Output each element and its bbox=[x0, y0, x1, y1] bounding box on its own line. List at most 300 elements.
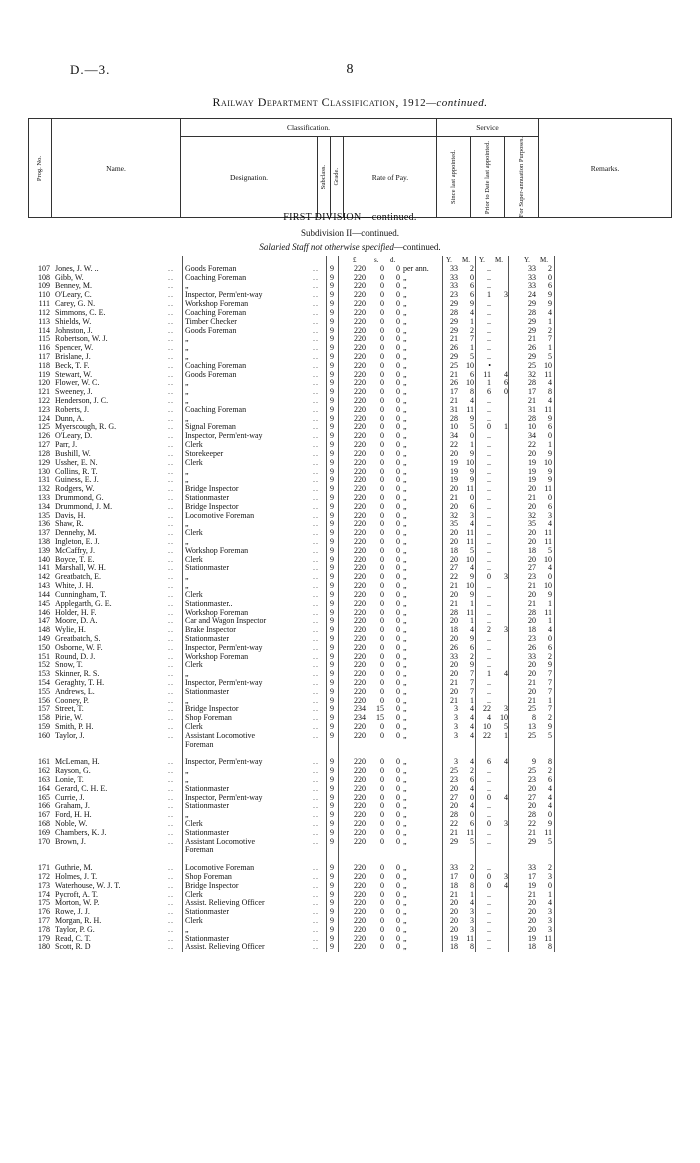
subclass-cell: 9 bbox=[330, 369, 334, 379]
rate-shillings-cell: 0 bbox=[380, 801, 384, 811]
since-last-years-cell: 20 bbox=[450, 924, 458, 934]
super-years-cell: 32 bbox=[528, 369, 536, 379]
rate-pence-cell: 0 bbox=[396, 774, 400, 784]
subclass-cell: 9 bbox=[330, 819, 334, 828]
name-cell: Greatbatch, S. bbox=[55, 634, 101, 643]
rate-pence-cell: 0 bbox=[396, 290, 400, 300]
rate-period-cell: „ bbox=[403, 730, 407, 740]
name-cell: Geraghty, T. H. bbox=[55, 679, 105, 687]
name-cell: Sweeney, J. bbox=[55, 388, 93, 397]
prior-years-cell: .. bbox=[487, 695, 491, 705]
rate-pence-cell: 0 bbox=[396, 457, 400, 467]
subclass-cell: 9 bbox=[330, 307, 334, 317]
prior-years-cell: .. bbox=[487, 616, 491, 626]
super-years-cell: 17 bbox=[528, 387, 536, 397]
rate-shillings-cell: 0 bbox=[380, 387, 384, 397]
since-last-months-cell: 11 bbox=[466, 484, 474, 494]
prior-years-cell: .. bbox=[487, 589, 491, 599]
rate-shillings-cell: 0 bbox=[380, 492, 384, 502]
table-row bbox=[28, 679, 672, 688]
since-last-years-cell: 20 bbox=[450, 448, 458, 458]
leader-dots: .. bbox=[313, 942, 319, 952]
rate-shillings-cell: 0 bbox=[380, 351, 384, 361]
since-last-years-cell: 31 bbox=[450, 404, 458, 414]
prog-no-cell: 107 bbox=[38, 263, 50, 273]
name-cell: Beck, T. F. bbox=[55, 361, 90, 370]
since-last-months-cell: 9 bbox=[470, 475, 474, 485]
rate-pounds-cell: 220 bbox=[354, 766, 366, 776]
rate-pounds-cell: 220 bbox=[354, 889, 366, 899]
rate-pounds-cell: 220 bbox=[354, 572, 366, 582]
prog-no-cell: 126 bbox=[38, 431, 50, 441]
prog-no-cell: 134 bbox=[38, 501, 50, 511]
subclass-cell: 9 bbox=[330, 510, 334, 520]
prog-no-cell: 179 bbox=[38, 933, 50, 943]
since-last-months-cell: 11 bbox=[466, 404, 474, 414]
rate-shillings-cell: 0 bbox=[380, 299, 384, 309]
since-last-months-cell: 4 bbox=[470, 898, 474, 908]
rate-period-cell: „ bbox=[403, 528, 407, 538]
since-last-months-cell: 4 bbox=[470, 730, 474, 740]
since-last-months-cell: 6 bbox=[470, 774, 474, 784]
rate-pounds-cell: 220 bbox=[354, 457, 366, 467]
leader-dots: .. bbox=[168, 413, 174, 423]
rate-pounds-cell: 220 bbox=[354, 369, 366, 379]
prior-years-cell: .. bbox=[487, 537, 491, 546]
leader-dots: .. bbox=[168, 783, 174, 793]
prior-years-cell: 1 bbox=[487, 290, 491, 300]
rate-pounds-cell: 220 bbox=[354, 907, 366, 917]
rate-period-cell: „ bbox=[403, 457, 407, 467]
rate-pounds-cell: 220 bbox=[354, 492, 366, 502]
designation-cell: Assist. Relieving Officer bbox=[185, 899, 265, 908]
table-row bbox=[28, 820, 672, 829]
super-years-cell: 21 bbox=[528, 889, 536, 899]
rate-pence-cell: 0 bbox=[396, 334, 400, 344]
table-row bbox=[28, 423, 672, 432]
since-last-months-cell: 3 bbox=[470, 510, 474, 520]
super-months-cell: 9 bbox=[548, 660, 552, 670]
since-last-months-cell: 6 bbox=[470, 281, 474, 291]
leader-dots: .. bbox=[168, 484, 174, 494]
leader-dots: .. bbox=[168, 457, 174, 467]
super-months-cell: 1 bbox=[548, 889, 552, 899]
rate-period-cell: „ bbox=[403, 933, 407, 943]
designation-cell: Stationmaster bbox=[185, 687, 229, 696]
name-cell: Applegarth, G. E. bbox=[55, 599, 112, 608]
subclass-cell: 9 bbox=[330, 607, 334, 617]
designation-cell: Bridge Inspector bbox=[185, 502, 239, 511]
designation-cell: „ bbox=[185, 696, 189, 705]
since-last-months-cell: 11 bbox=[466, 528, 474, 538]
rate-pence-cell: 0 bbox=[396, 713, 400, 723]
designation-cell: Workshop Foreman bbox=[185, 300, 249, 309]
super-months-cell: 4 bbox=[548, 792, 552, 802]
prior-years-cell: .. bbox=[487, 316, 491, 326]
prior-years-cell: .. bbox=[487, 642, 491, 652]
rate-pounds-cell: 220 bbox=[354, 722, 366, 732]
prior-months-cell: 3 bbox=[504, 625, 508, 635]
table-row bbox=[28, 758, 672, 767]
prior-months-cell: 0 bbox=[504, 387, 508, 397]
super-months-cell: 0 bbox=[548, 633, 552, 643]
table-row bbox=[28, 600, 672, 609]
since-last-years-cell: 22 bbox=[450, 572, 458, 582]
subclass-cell: 9 bbox=[330, 519, 334, 529]
rate-shillings-cell: 0 bbox=[380, 686, 384, 696]
designation-cell: Bridge Inspector bbox=[185, 485, 239, 494]
since-last-years-cell: 20 bbox=[450, 660, 458, 670]
since-last-years-cell: 19 bbox=[450, 475, 458, 485]
table-row bbox=[28, 670, 672, 679]
table-row bbox=[28, 371, 672, 380]
rate-pounds-cell: 220 bbox=[354, 581, 366, 591]
subclass-cell: 9 bbox=[330, 827, 334, 837]
rate-pence-cell: 0 bbox=[396, 325, 400, 335]
prior-years-cell: .. bbox=[487, 836, 491, 846]
name-cell: Shaw, R. bbox=[55, 520, 84, 529]
rate-shillings-cell: 0 bbox=[380, 642, 384, 652]
name-cell: Holmes, J. T. bbox=[55, 872, 98, 881]
super-months-cell: 6 bbox=[548, 501, 552, 511]
since-last-years-cell: 20 bbox=[450, 501, 458, 511]
prog-no-cell: 163 bbox=[38, 774, 50, 784]
name-cell: Robertson, W. J. bbox=[55, 335, 108, 344]
rate-pence-cell: 0 bbox=[396, 810, 400, 820]
rate-period-cell: „ bbox=[403, 378, 407, 388]
leader-dots: .. bbox=[168, 880, 174, 890]
subclass-cell: 9 bbox=[330, 422, 334, 432]
rate-pounds-cell: 220 bbox=[354, 651, 366, 661]
table-row bbox=[28, 556, 672, 565]
rate-period-cell: „ bbox=[403, 660, 407, 670]
prior-years-cell: • bbox=[488, 360, 491, 370]
rate-pounds-cell: 220 bbox=[354, 695, 366, 705]
super-years-cell: 13 bbox=[528, 722, 536, 732]
leader-dots: .. bbox=[313, 669, 319, 679]
rate-period-cell: „ bbox=[403, 431, 407, 441]
since-last-years-cell: 28 bbox=[450, 413, 458, 423]
document-reference: D.—3. bbox=[70, 62, 111, 77]
unit-pence: d. bbox=[390, 256, 396, 264]
designation-cell: Clerk bbox=[185, 890, 203, 899]
prog-no-cell: 111 bbox=[38, 299, 50, 309]
table-row bbox=[28, 776, 672, 785]
leader-dots: .. bbox=[313, 898, 319, 908]
since-last-years-cell: 29 bbox=[450, 325, 458, 335]
name-cell: Carey, G. N. bbox=[55, 300, 96, 309]
leader-dots: .. bbox=[313, 695, 319, 705]
name-cell: Andrews, L. bbox=[55, 687, 95, 696]
rate-shillings-cell: 0 bbox=[380, 413, 384, 423]
since-last-years-cell: 28 bbox=[450, 307, 458, 317]
table-row bbox=[28, 432, 672, 441]
since-last-years-cell: 21 bbox=[450, 581, 458, 591]
rate-pounds-cell: 220 bbox=[354, 819, 366, 828]
leader-dots: .. bbox=[313, 307, 319, 317]
prior-years-cell: .. bbox=[487, 554, 491, 564]
prog-no-cell: 147 bbox=[38, 616, 50, 626]
leader-dots: .. bbox=[313, 651, 319, 661]
designation-cell: Bridge Inspector bbox=[185, 881, 239, 890]
rate-pence-cell: 0 bbox=[396, 607, 400, 617]
super-months-cell: 8 bbox=[548, 757, 552, 767]
super-months-cell: 5 bbox=[548, 545, 552, 555]
table-row bbox=[28, 732, 672, 741]
super-years-cell: 28 bbox=[528, 413, 536, 423]
prog-no-cell: 139 bbox=[38, 545, 50, 555]
prog-no-cell: 152 bbox=[38, 660, 50, 670]
unit-months: M. bbox=[540, 256, 548, 264]
leader-dots: .. bbox=[168, 598, 174, 608]
prior-years-cell: 0 bbox=[487, 792, 491, 802]
prog-no-cell: 161 bbox=[38, 757, 50, 767]
leader-dots: .. bbox=[313, 299, 319, 309]
since-last-months-cell: 6 bbox=[470, 290, 474, 300]
designation-cell: „ bbox=[185, 352, 189, 361]
subclass-cell: 9 bbox=[330, 404, 334, 414]
subclass-cell: 9 bbox=[330, 272, 334, 282]
since-last-years-cell: 26 bbox=[450, 378, 458, 388]
leader-dots: .. bbox=[168, 422, 174, 432]
subclass-cell: 9 bbox=[330, 545, 334, 555]
rate-pence-cell: 0 bbox=[396, 651, 400, 661]
designation-cell: Clerk bbox=[185, 458, 203, 467]
since-last-years-cell: 33 bbox=[450, 263, 458, 273]
rate-period-cell: „ bbox=[403, 722, 407, 732]
since-last-months-cell: 11 bbox=[466, 827, 474, 837]
rate-shillings-cell: 0 bbox=[380, 281, 384, 291]
subclass-cell: 9 bbox=[330, 563, 334, 573]
rate-pounds-cell: 220 bbox=[354, 827, 366, 837]
leader-dots: .. bbox=[168, 360, 174, 370]
super-months-cell: 1 bbox=[548, 616, 552, 626]
leader-dots: .. bbox=[313, 334, 319, 344]
super-months-cell: 11 bbox=[544, 933, 552, 943]
rate-period-cell: „ bbox=[403, 792, 407, 802]
super-years-cell: 35 bbox=[528, 519, 536, 529]
prog-no-cell: 110 bbox=[38, 290, 50, 300]
subclass-cell: 9 bbox=[330, 942, 334, 952]
since-last-months-cell: 4 bbox=[470, 519, 474, 529]
rate-pence-cell: 0 bbox=[396, 730, 400, 740]
leader-dots: .. bbox=[313, 598, 319, 608]
designation-cell: Goods Foreman bbox=[185, 370, 237, 379]
prior-years-cell: .. bbox=[487, 351, 491, 361]
since-last-years-cell: 28 bbox=[450, 607, 458, 617]
prior-months-cell: 4 bbox=[504, 669, 508, 679]
prior-months-cell: 4 bbox=[504, 880, 508, 890]
leader-dots: .. bbox=[168, 325, 174, 335]
rate-pounds-cell: 220 bbox=[354, 387, 366, 397]
table-row bbox=[28, 459, 672, 468]
leader-dots: .. bbox=[168, 678, 174, 687]
since-last-months-cell: 9 bbox=[470, 633, 474, 643]
leader-dots: .. bbox=[313, 819, 319, 828]
rate-pounds-cell: 220 bbox=[354, 757, 366, 767]
table-row bbox=[28, 291, 672, 300]
table-row bbox=[28, 274, 672, 283]
since-last-months-cell: 10 bbox=[466, 378, 474, 388]
super-years-cell: 9 bbox=[532, 757, 536, 767]
leader-dots: .. bbox=[168, 669, 174, 679]
rate-shillings-cell: 0 bbox=[380, 695, 384, 705]
designation-cell: Brake Inspector bbox=[185, 626, 236, 635]
designation-cell: Clerk bbox=[185, 661, 203, 670]
leader-dots: .. bbox=[313, 457, 319, 467]
prior-years-cell: .. bbox=[487, 457, 491, 467]
prior-years-cell: .. bbox=[487, 431, 491, 441]
rate-pounds-cell: 220 bbox=[354, 898, 366, 908]
rate-period-cell: „ bbox=[403, 907, 407, 917]
rate-period-cell: „ bbox=[403, 704, 407, 714]
subclass-cell: 9 bbox=[330, 633, 334, 643]
since-last-months-cell: 10 bbox=[466, 581, 474, 591]
leader-dots: .. bbox=[313, 810, 319, 820]
name-cell: Greatbatch, E. bbox=[55, 573, 101, 582]
name-cell: Read, C. T. bbox=[55, 934, 91, 943]
unit-shilling: s. bbox=[374, 256, 379, 264]
rate-period-cell: „ bbox=[403, 942, 407, 952]
table-row bbox=[28, 644, 672, 653]
rate-pence-cell: 0 bbox=[396, 545, 400, 555]
name-cell: Shields, W. bbox=[55, 317, 92, 326]
rate-pounds-cell: 220 bbox=[354, 625, 366, 635]
since-last-years-cell: 28 bbox=[450, 810, 458, 820]
super-years-cell: 18 bbox=[528, 942, 536, 952]
name-header: Name. bbox=[52, 119, 181, 218]
prog-no-cell: 145 bbox=[38, 598, 50, 608]
leader-dots: .. bbox=[313, 581, 319, 591]
prog-no-cell: 129 bbox=[38, 457, 50, 467]
rate-pence-cell: 0 bbox=[396, 642, 400, 652]
rate-pence-cell: 0 bbox=[396, 616, 400, 626]
rate-pence-cell: 0 bbox=[396, 783, 400, 793]
rate-pounds-cell: 220 bbox=[354, 334, 366, 344]
prog-no-cell: 154 bbox=[38, 678, 50, 687]
subclass-cell: 9 bbox=[330, 325, 334, 335]
leader-dots: .. bbox=[168, 334, 174, 344]
leader-dots: .. bbox=[168, 396, 174, 405]
leader-dots: .. bbox=[168, 827, 174, 837]
leader-dots: .. bbox=[168, 589, 174, 599]
rate-period-cell: „ bbox=[403, 915, 407, 925]
super-years-cell: 20 bbox=[528, 801, 536, 811]
rate-period-cell: „ bbox=[403, 607, 407, 617]
rate-pounds-cell: 220 bbox=[354, 633, 366, 643]
designation-cell: Clerk bbox=[185, 529, 203, 538]
leader-dots: .. bbox=[313, 633, 319, 643]
rate-shillings-cell: 0 bbox=[380, 537, 384, 546]
since-last-years-cell: 27 bbox=[450, 792, 458, 802]
designation-cell: „ bbox=[185, 538, 189, 546]
rate-period-cell: „ bbox=[403, 889, 407, 899]
leader-dots: .. bbox=[168, 440, 174, 450]
super-months-cell: 11 bbox=[544, 528, 552, 538]
super-months-cell: 9 bbox=[548, 448, 552, 458]
leader-dots: .. bbox=[313, 827, 319, 837]
prior-years-cell: .. bbox=[487, 898, 491, 908]
title-year: 1912 bbox=[402, 97, 427, 109]
leader-dots: .. bbox=[313, 704, 319, 714]
leader-dots: .. bbox=[168, 801, 174, 811]
subclass-cell: 9 bbox=[330, 387, 334, 397]
super-months-cell: 6 bbox=[548, 642, 552, 652]
name-cell: Skinner, R. S. bbox=[55, 670, 100, 679]
rate-shillings-cell: 0 bbox=[380, 898, 384, 908]
prior-years-cell: .. bbox=[487, 501, 491, 511]
rate-shillings-cell: 0 bbox=[380, 863, 384, 873]
leader-dots: .. bbox=[168, 607, 174, 617]
rate-pence-cell: 0 bbox=[396, 589, 400, 599]
rate-pounds-cell: 220 bbox=[354, 325, 366, 335]
prior-years-cell: .. bbox=[487, 475, 491, 485]
table-row bbox=[28, 750, 672, 759]
rate-pounds-cell: 220 bbox=[354, 801, 366, 811]
prior-years-cell: .. bbox=[487, 484, 491, 494]
prog-no-cell: 178 bbox=[38, 924, 50, 934]
designation-cell: „ bbox=[185, 775, 189, 784]
since-last-months-cell: 1 bbox=[470, 343, 474, 353]
leader-dots: .. bbox=[313, 448, 319, 458]
rate-period-cell: „ bbox=[403, 413, 407, 423]
super-years-cell: 33 bbox=[528, 263, 536, 273]
since-last-months-cell: 9 bbox=[470, 589, 474, 599]
designation-cell: „ bbox=[185, 335, 189, 344]
leader-dots: .. bbox=[168, 431, 174, 441]
subclass-cell: 9 bbox=[330, 316, 334, 326]
rate-shillings-cell: 0 bbox=[380, 457, 384, 467]
leader-dots: .. bbox=[168, 510, 174, 520]
rate-pounds-cell: 220 bbox=[354, 642, 366, 652]
prog-no-cell: 146 bbox=[38, 607, 50, 617]
rate-shillings-cell: 0 bbox=[380, 942, 384, 952]
super-years-cell: 21 bbox=[528, 334, 536, 344]
name-cell: Dunn, A. bbox=[55, 414, 85, 423]
rate-shillings-cell: 0 bbox=[380, 404, 384, 414]
rate-period-cell: „ bbox=[403, 387, 407, 397]
super-years-cell: 28 bbox=[528, 607, 536, 617]
rate-pence-cell: 0 bbox=[396, 440, 400, 450]
table-row bbox=[28, 943, 672, 952]
rate-pounds-cell: 220 bbox=[354, 774, 366, 784]
subclass-cell: 9 bbox=[330, 695, 334, 705]
super-months-cell: 2 bbox=[548, 766, 552, 776]
rate-pence-cell: 0 bbox=[396, 299, 400, 309]
rate-pence-cell: 0 bbox=[396, 563, 400, 573]
since-last-years-cell: 21 bbox=[450, 396, 458, 405]
prog-no-cell: 118 bbox=[38, 360, 50, 370]
designation-cell: Inspector, Perm'ent-way bbox=[185, 432, 263, 441]
super-months-cell: 1 bbox=[548, 695, 552, 705]
rate-shillings-cell: 15 bbox=[376, 713, 384, 723]
since-last-years-cell: 20 bbox=[450, 669, 458, 679]
super-months-cell: 6 bbox=[548, 774, 552, 784]
prior-years-cell: 22 bbox=[483, 730, 491, 740]
subclass-cell: 9 bbox=[330, 704, 334, 714]
since-last-months-cell: 9 bbox=[470, 299, 474, 309]
super-months-cell: 4 bbox=[548, 625, 552, 635]
super-years-cell: 20 bbox=[528, 783, 536, 793]
rate-shillings-cell: 0 bbox=[380, 290, 384, 300]
super-months-cell: 9 bbox=[548, 290, 552, 300]
super-years-cell: 20 bbox=[528, 528, 536, 538]
designation-cell: Shop Foreman bbox=[185, 872, 232, 881]
subclass-cell: 9 bbox=[330, 413, 334, 423]
super-months-cell: 3 bbox=[548, 924, 552, 934]
prog-no-cell: 172 bbox=[38, 871, 50, 881]
table-row bbox=[28, 529, 672, 538]
